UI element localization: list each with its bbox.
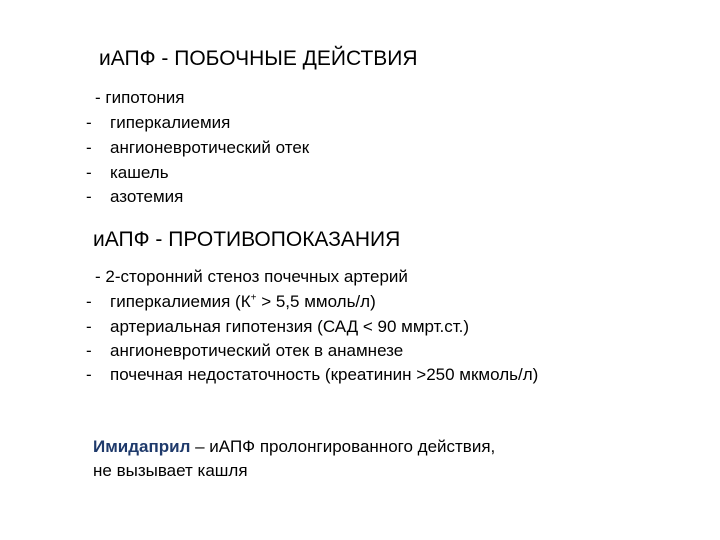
contraindication-item: - почечная недостаточность (креатинин >250 мкмоль/л) <box>86 363 538 387</box>
bullet-dash: - <box>86 163 92 182</box>
contraindication-item: - артериальная гипотензия (САД < 90 ммрт.ст.) <box>86 315 469 339</box>
bullet-dash: - <box>86 365 92 384</box>
bullet-dash: - <box>86 317 92 336</box>
contraindication-item: - 2-сторонний стеноз почечных артерий <box>95 267 408 286</box>
bullet-dash: - <box>86 341 92 360</box>
side-effect-item: - кашель <box>86 161 169 185</box>
superscript-plus: + <box>250 292 257 304</box>
side-effects-title: иАПФ - ПОБОЧНЫЕ ДЕЙСТВИЯ <box>99 47 418 70</box>
bullet-dash: - <box>86 113 92 132</box>
side-effect-item: - ангионевротический отек <box>86 136 309 160</box>
side-effect-item: - гиперкалиемия <box>86 111 230 135</box>
contraindications-title: иАПФ - ПРОТИВОПОКАЗАНИЯ <box>93 228 401 251</box>
note-line-1: Имидаприл – иАПФ пролонгированного действия, <box>93 437 496 456</box>
contraindication-item: - ангионевротический отек в анамнезе <box>86 339 403 363</box>
contraindication-item: - гиперкалиемия (К+ > 5,5 ммоль/л) <box>86 290 376 314</box>
bullet-dash: - <box>86 292 92 311</box>
note-line-2: не вызывает кашля <box>93 461 248 480</box>
bullet-dash: - <box>86 187 92 206</box>
drug-name: Имидаприл <box>93 437 191 456</box>
side-effect-item: - азотемия <box>86 185 183 209</box>
bullet-dash: - <box>86 138 92 157</box>
side-effect-item: - гипотония <box>95 88 185 107</box>
